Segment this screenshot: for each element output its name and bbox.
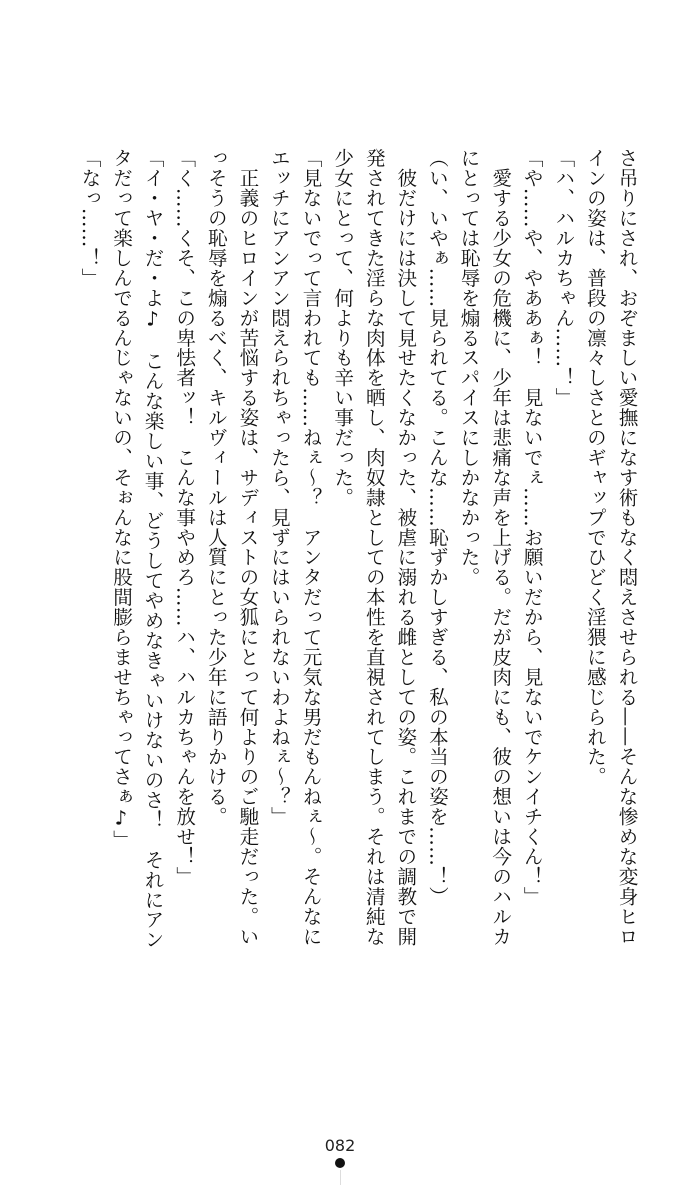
text-line: 彼だけには決して見せたくなかった、被虐に溺れる雌としての姿。これまでの調教で開 — [393, 148, 417, 946]
text-line: 「イ・ヤ・だ・よ♪ こんな楽しい事、どうしてやめなきゃいけないのさ！ それにアン — [141, 148, 165, 950]
text-line: タだって楽しんでるんじゃないの、そぉんなに股間膨らませちゃってさぁ♪」 — [109, 148, 133, 850]
text-line: っそうの恥辱を煽るべく、キルヴィールは人質にとった少年に語りかける。 — [204, 148, 228, 827]
text-line: 少女にとって、何よりも辛い事だった。 — [330, 148, 354, 508]
text-line: 「や……や、やああぁ！ 見ないでぇ……お願いだから、見ないでケンイチくん！」 — [520, 148, 544, 907]
text-line: さ吊りにされ、おぞましい愛撫になす術もなく悶えさせられる——そんな惨めな変身ヒロ — [615, 148, 638, 946]
text-line: 「く……くそ、この卑怯者ッ！ こんな事やめろ……ハ、ハルカちゃんを放せ！」 — [172, 148, 196, 887]
text-line: （い、いやぁ……見られてる。こんな……恥ずかしすぎる、私の本当の姿を……！） — [425, 148, 449, 907]
text-line: エッチにアンアン悶えられちゃったら、見ずにはいられないわよねぇ～？」 — [267, 148, 291, 827]
text-line: 正義のヒロインが苦悩する姿は、サディストの女狐にとって何よりのご馳走だった。い — [235, 148, 259, 946]
text-line: 「なっ……！」 — [77, 148, 101, 288]
page-marker-dot-icon — [335, 1158, 345, 1168]
text-line: 「見ないでって言われても……ねぇ～？ アンタだって元気な男だもんねぇ～。そんなに — [299, 148, 323, 946]
text-line: 愛する少女の危機に、少年は悲痛な声を上げる。だが皮肉にも、彼の想いは今のハルカ — [488, 148, 512, 946]
page-number: 082 — [324, 1136, 356, 1155]
text-line: にとっては恥辱を煽るスパイスにしかなかった。 — [457, 148, 481, 587]
text-line: 「ハ、ハルカちゃん……！」 — [551, 148, 575, 408]
vertical-text-column — [73, 148, 642, 1008]
text-line: 発されてきた淫らな肉体を晒し、肉奴隷としての本性を直視されてしまう。それは清純な — [362, 148, 386, 946]
page-marker-rule — [340, 1170, 341, 1185]
text-line: インの姿は、普段の凛々しさとのギャップでひどく淫猥に感じられた。 — [583, 148, 607, 787]
